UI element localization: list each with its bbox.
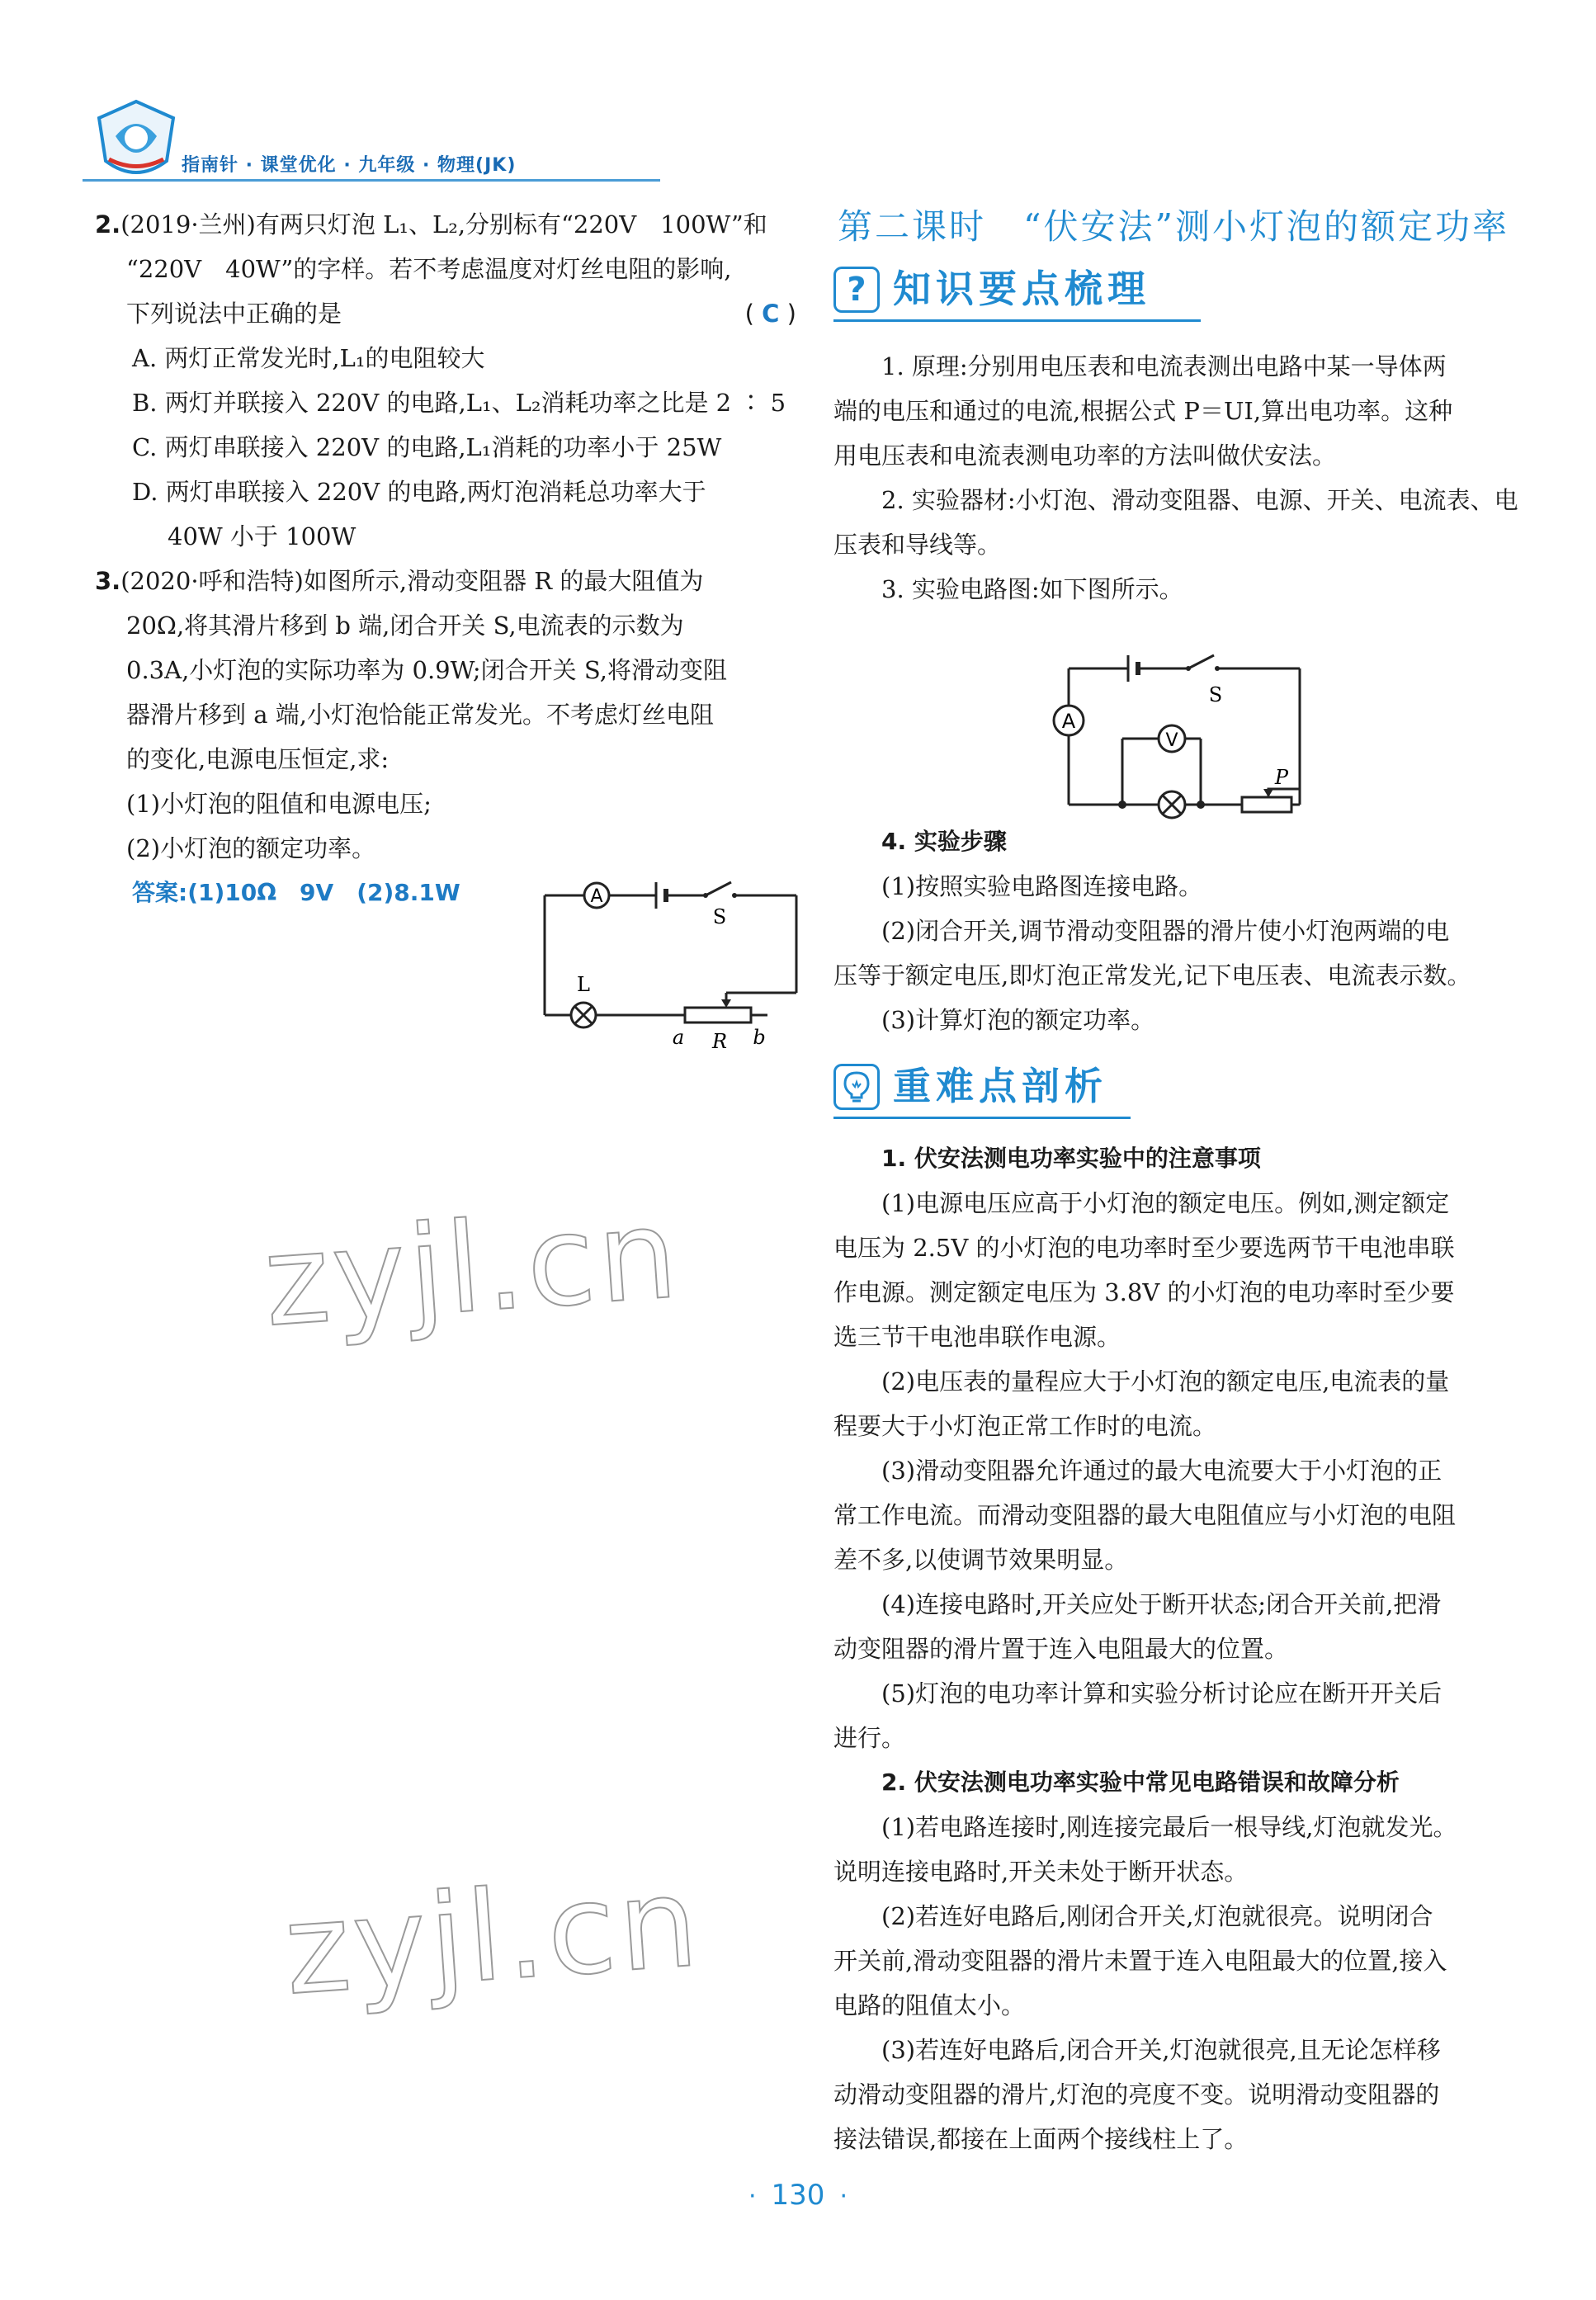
note-3: (3)滑动变阻器允许通过的最大电流要大于小灯泡的正 xyxy=(881,1457,1443,1485)
fault-2: (2)若连好电路后,刚闭合开关,灯泡就很亮。说明闭合 xyxy=(881,1902,1433,1930)
lesson-title: 第二课时 “伏安法”测小灯泡的额定功率 xyxy=(838,206,1509,247)
battery-icon xyxy=(1128,655,1138,682)
lamp-icon xyxy=(571,973,596,1027)
lamp-icon xyxy=(1159,791,1185,818)
fault-3: (3)若连好电路后,闭合开关,灯泡就很亮,且无论怎样移 xyxy=(881,2036,1441,2064)
question-text: (2019·兰州)有两只灯泡 L₁、L₂,分别标有“220V 100W”和 xyxy=(120,210,767,239)
ammeter-icon xyxy=(584,883,609,908)
note-1-cont: 选三节干电池串联作电源。 xyxy=(833,1323,1121,1351)
switch-icon xyxy=(1186,655,1222,706)
answer-choice: C xyxy=(762,300,780,328)
principle-text: 1. 原理:分别用电压表和电流表测出电路中某一导体两 xyxy=(881,352,1447,380)
rheostat-icon xyxy=(673,999,766,1052)
note-2-cont: 程要大于小灯泡正常工作时的电流。 xyxy=(833,1412,1217,1440)
equipment-text: 2. 实验器材:小灯泡、滑动变阻器、电源、开关、电流表、电 xyxy=(881,486,1518,514)
left-column xyxy=(95,202,796,915)
option-d-continued: 40W 小于 100W xyxy=(168,522,357,550)
question-number: 3. xyxy=(95,567,121,595)
note-3-cont: 常工作电流。而滑动变阻器的最大电阻值应与小灯泡的电阻 xyxy=(833,1501,1457,1529)
question-text: 下列说法中正确的是 xyxy=(126,300,342,328)
step-1: (1)按照实验电路图连接电路。 xyxy=(881,872,1203,900)
fault-2-cont: 开关前,滑动变阻器的滑片未置于连入电阻最大的位置,接入 xyxy=(833,1947,1447,1975)
question-text: “220V 40W”的字样。若不考虑温度对灯丝电阻的影响, xyxy=(126,255,732,283)
answer-text: 答案:(1)10Ω 9V (2)8.1W xyxy=(132,879,460,906)
section-heading-key-points xyxy=(833,1057,1527,1123)
circuit-caption: 3. 实验电路图:如下图所示。 xyxy=(881,575,1183,603)
experiment-circuit-diagram xyxy=(1052,644,1316,825)
header-divider xyxy=(83,179,660,182)
step-2-continued: 压等于额定电压,即灯泡正常发光,记下电压表、电流表示数。 xyxy=(833,961,1471,989)
watermark: zyjl.cn xyxy=(259,1182,685,1355)
section-title: 重难点剖析 xyxy=(893,1064,1107,1108)
svg-text:R: R xyxy=(711,1030,728,1052)
note-1-cont: 电压为 2.5V 的小灯泡的电功率时至少要选两节干电池串联 xyxy=(833,1234,1455,1262)
header-series-title: 指南针 · 课堂优化 · 九年级 · 物理(JK) xyxy=(182,155,517,176)
question-mark-icon: ? xyxy=(833,267,880,313)
page-header xyxy=(83,87,677,198)
question-3-circuit-diagram xyxy=(536,871,809,1052)
section-underline xyxy=(833,319,1201,322)
section-underline xyxy=(833,1117,1131,1119)
svg-text:S: S xyxy=(712,905,727,928)
option-a: A. 两灯正常发光时,L₁的电阻较大 xyxy=(132,344,485,372)
svg-text:V: V xyxy=(1165,730,1178,751)
question-text: 器滑片移到 a 端,小灯泡恰能正常发光。不考虑灯丝电阻 xyxy=(126,701,714,729)
fault-2-cont: 电路的阻值太小。 xyxy=(833,1991,1026,2019)
lightbulb-icon xyxy=(833,1064,880,1110)
right-column xyxy=(833,202,1527,2161)
svg-text:L: L xyxy=(577,973,590,996)
section-title: 知识要点梳理 xyxy=(893,267,1150,311)
question-number: 2. xyxy=(95,210,121,239)
section-heading-knowledge xyxy=(833,260,1527,326)
fault-1-cont: 说明连接电路时,开关未处于断开状态。 xyxy=(833,1858,1249,1886)
principle-text: 端的电压和通过的电流,根据公式 P＝UI,算出电功率。这种 xyxy=(833,397,1453,425)
sub-question-2: (2)小灯泡的额定功率。 xyxy=(126,834,376,862)
publisher-logo-icon xyxy=(91,95,182,186)
rheostat-icon xyxy=(1242,766,1300,812)
question-2 xyxy=(95,202,796,559)
equipment-text: 压表和导线等。 xyxy=(833,531,1002,559)
question-text: 0.3A,小灯泡的实际功率为 0.9W;闭合开关 S,将滑动变阻 xyxy=(126,656,727,684)
answer-bracket: ( C ) xyxy=(744,300,796,328)
option-b: B. 两灯并联接入 220V 的电路,L₁、L₂消耗功率之比是 2 ∶ 5 xyxy=(132,389,786,417)
svg-text:b: b xyxy=(753,1026,766,1049)
key-heading-2: 2. 伏安法测电功率实验中常见电路错误和故障分析 xyxy=(881,1769,1400,1796)
fault-3-cont: 接法错误,都接在上面两个接线柱上了。 xyxy=(833,2125,1249,2153)
fault-1: (1)若电路连接时,刚连接完最后一根导线,灯泡就发光。 xyxy=(881,1813,1457,1841)
svg-text:A: A xyxy=(1061,710,1076,733)
fault-3-cont: 动滑动变阻器的滑片,灯泡的亮度不变。说明滑动变阻器的 xyxy=(833,2080,1440,2109)
step-2: (2)闭合开关,调节滑动变阻器的滑片使小灯泡两端的电 xyxy=(881,917,1450,945)
option-d: D. 两灯串联接入 220V 的电路,两灯泡消耗总功率大于 xyxy=(132,478,706,506)
svg-text:A: A xyxy=(590,886,603,907)
option-c: C. 两灯串联接入 220V 的电路,L₁消耗的功率小于 25W xyxy=(132,433,722,461)
note-3-cont: 差不多,以使调节效果明显。 xyxy=(833,1546,1129,1574)
key-heading-1: 1. 伏安法测电功率实验中的注意事项 xyxy=(881,1145,1261,1172)
note-5-cont: 进行。 xyxy=(833,1724,906,1752)
question-text: (2020·呼和浩特)如图所示,滑动变阻器 R 的最大阻值为 xyxy=(120,567,704,595)
steps-heading: 4. 实验步骤 xyxy=(881,828,1007,855)
sub-question-1: (1)小灯泡的阻值和电源电压; xyxy=(126,790,432,818)
watermark: zyjl.cn xyxy=(280,1850,706,2024)
switch-icon xyxy=(703,882,737,928)
principle-text: 用电压表和电流表测电功率的方法叫做伏安法。 xyxy=(833,442,1337,470)
question-text: 20Ω,将其滑片移到 b 端,闭合开关 S,电流表的示数为 xyxy=(126,612,684,640)
svg-text:a: a xyxy=(672,1026,685,1049)
question-3 xyxy=(95,559,796,915)
key-points-content xyxy=(833,1136,1527,2161)
note-2: (2)电压表的量程应大于小灯泡的额定电压,电流表的量 xyxy=(881,1367,1450,1396)
question-text: 的变化,电源电压恒定,求: xyxy=(126,745,390,773)
note-1-cont: 作电源。测定额定电压为 3.8V 的小灯泡的电功率时至少要 xyxy=(833,1278,1455,1306)
note-1: (1)电源电压应高于小灯泡的额定电压。例如,测定额定 xyxy=(881,1189,1450,1217)
step-3: (3)计算灯泡的额定功率。 xyxy=(881,1006,1155,1034)
note-5: (5)灯泡的电功率计算和实验分析讨论应在断开开关后 xyxy=(881,1679,1443,1707)
battery-icon xyxy=(656,882,666,909)
page-number: · 130 · xyxy=(748,2179,848,2212)
svg-text:S: S xyxy=(1208,683,1223,706)
svg-text:P: P xyxy=(1274,766,1289,789)
ammeter-icon xyxy=(1054,706,1084,735)
note-4: (4)连接电路时,开关应处于断开状态;闭合开关前,把滑 xyxy=(881,1590,1442,1618)
note-4-cont: 动变阻器的滑片置于连入电阻最大的位置。 xyxy=(833,1635,1289,1663)
voltmeter-icon xyxy=(1159,725,1185,752)
